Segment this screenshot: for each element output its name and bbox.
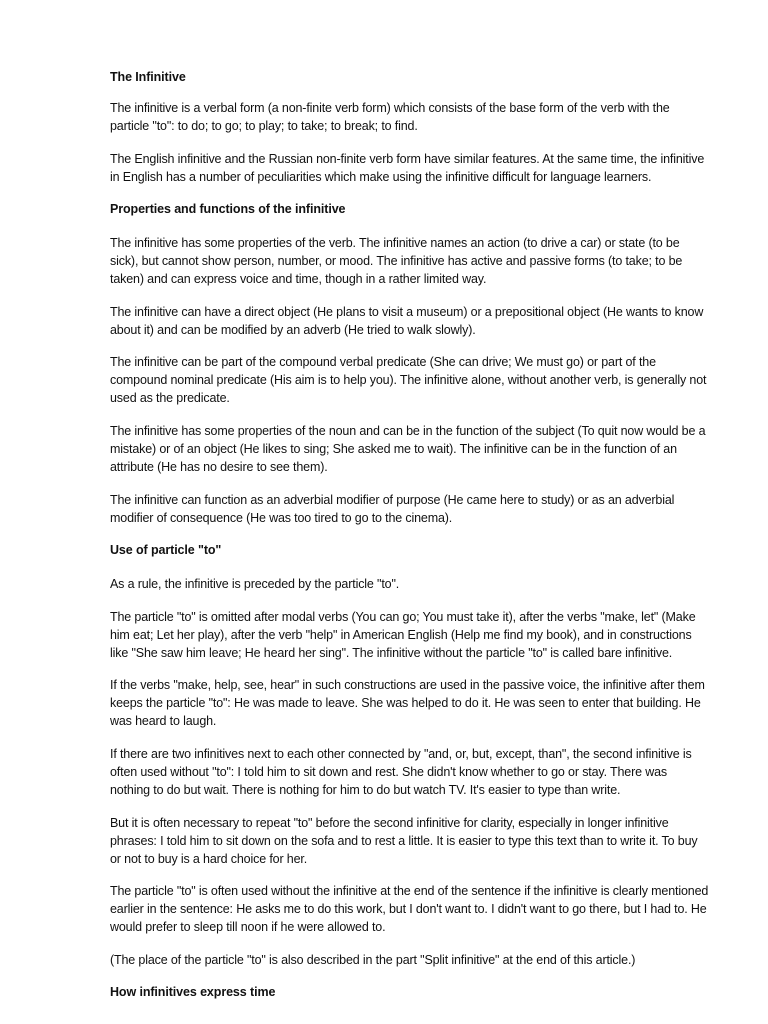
paragraph-two-infinitives: If there are two infinitives next to each other connected by "and, or, but, except, than", the second infinitive is often used without "to": I told him to sit down and rest. She didn't know whether to go or stay. There was nothing to do but wait. There is nothing for him to do but watch TV. It's easier to type than write. [110, 746, 692, 797]
paragraph-passive: If the verbs "make, help, see, hear" in such constructions are used in the passive voice, the infinitive after them keeps the particle "to": He was made to leave. She was helped to do it. He was seen to enter that building. He was heard to laugh. [110, 678, 705, 729]
doc-title: The Infinitive [110, 70, 186, 84]
paragraph-noun-properties: The infinitive has some properties of the noun and can be in the function of the subject (To quit now would be a mistake) or of an object (He likes to sing; She asked me to wait). The infinitive can be in the function of an attribute (He has no desire to see them). [110, 423, 706, 474]
paragraph-rule: As a rule, the infinitive is preceded by the particle "to". [110, 577, 400, 592]
section-heading-properties: Properties and functions of the infinitive [110, 202, 346, 217]
section-heading-time: How infinitives express time [110, 985, 276, 1000]
paragraph-objects: The infinitive can have a direct object (He plans to visit a museum) or a prepositional object (He wants to know about it) and can be modified by an adverb (He tried to walk slowly). [110, 304, 704, 337]
paragraph-definition: The infinitive is a verbal form (a non-finite verb form) which consists of the base form of the verb with the particle "to": to do; to go; to play; to take; to break; to find. [110, 101, 670, 133]
paragraph-predicate: The infinitive can be part of the compound verbal predicate (She can drive; We must go) or part of the compound nominal predicate (His aim is to help you). The infinitive alone, without another verb, is generally not used as the predicate. [110, 355, 707, 406]
paragraph-adverbial: The infinitive can function as an adverbial modifier of purpose (He came here to study) or as an adverbial modifier of consequence (He was too tired to go to the cinema). [110, 492, 675, 525]
section-heading-particle: Use of particle "to" [110, 543, 222, 558]
paragraph-bare-infinitive: The particle "to" is omitted after modal verbs (You can go; You must take it), after the verbs "make, let" (Make him eat; Let her play), after the verb "help" in American English (Help me find my book), and in constructions like "She saw him leave; He heard her sing". The infinitive without the particle "to" is called bare infinitive. [110, 609, 696, 660]
paragraph-comparison: The English infinitive and the Russian non-finite verb form have similar features. At the same time, the infinitive in English has a number of peculiarities which make using the infinitive difficult for language learners. [110, 151, 705, 184]
paragraph-verb-properties: The infinitive has some properties of the verb. The infinitive names an action (to drive a car) or state (to be sick), but cannot show person, number, or mood. The infinitive has active and passive forms (to take; to be taken) and can express voice and time, though in a rather limited way. [110, 236, 683, 287]
paragraph-end-of-sentence: The particle "to" is often used without the infinitive at the end of the sentence if the infinitive is clearly mentioned earlier in the sentence: He asks me to do this work, but I don't want to. I didn't want to go there, but I had to. He would prefer to sleep till noon if he were allowed to. [110, 884, 709, 935]
paragraph-split-note: (The place of the particle "to" is also described in the part "Split infinitive" at the end of this article.) [110, 952, 636, 967]
paragraph-repeat-to: But it is often necessary to repeat "to" before the second infinitive for clarity, especially in longer infinitive phrases: I told him to sit down on the sofa and to rest a little. It is easier to type this text than to write it. To buy or not to buy is a hard choice for her. [110, 815, 698, 866]
